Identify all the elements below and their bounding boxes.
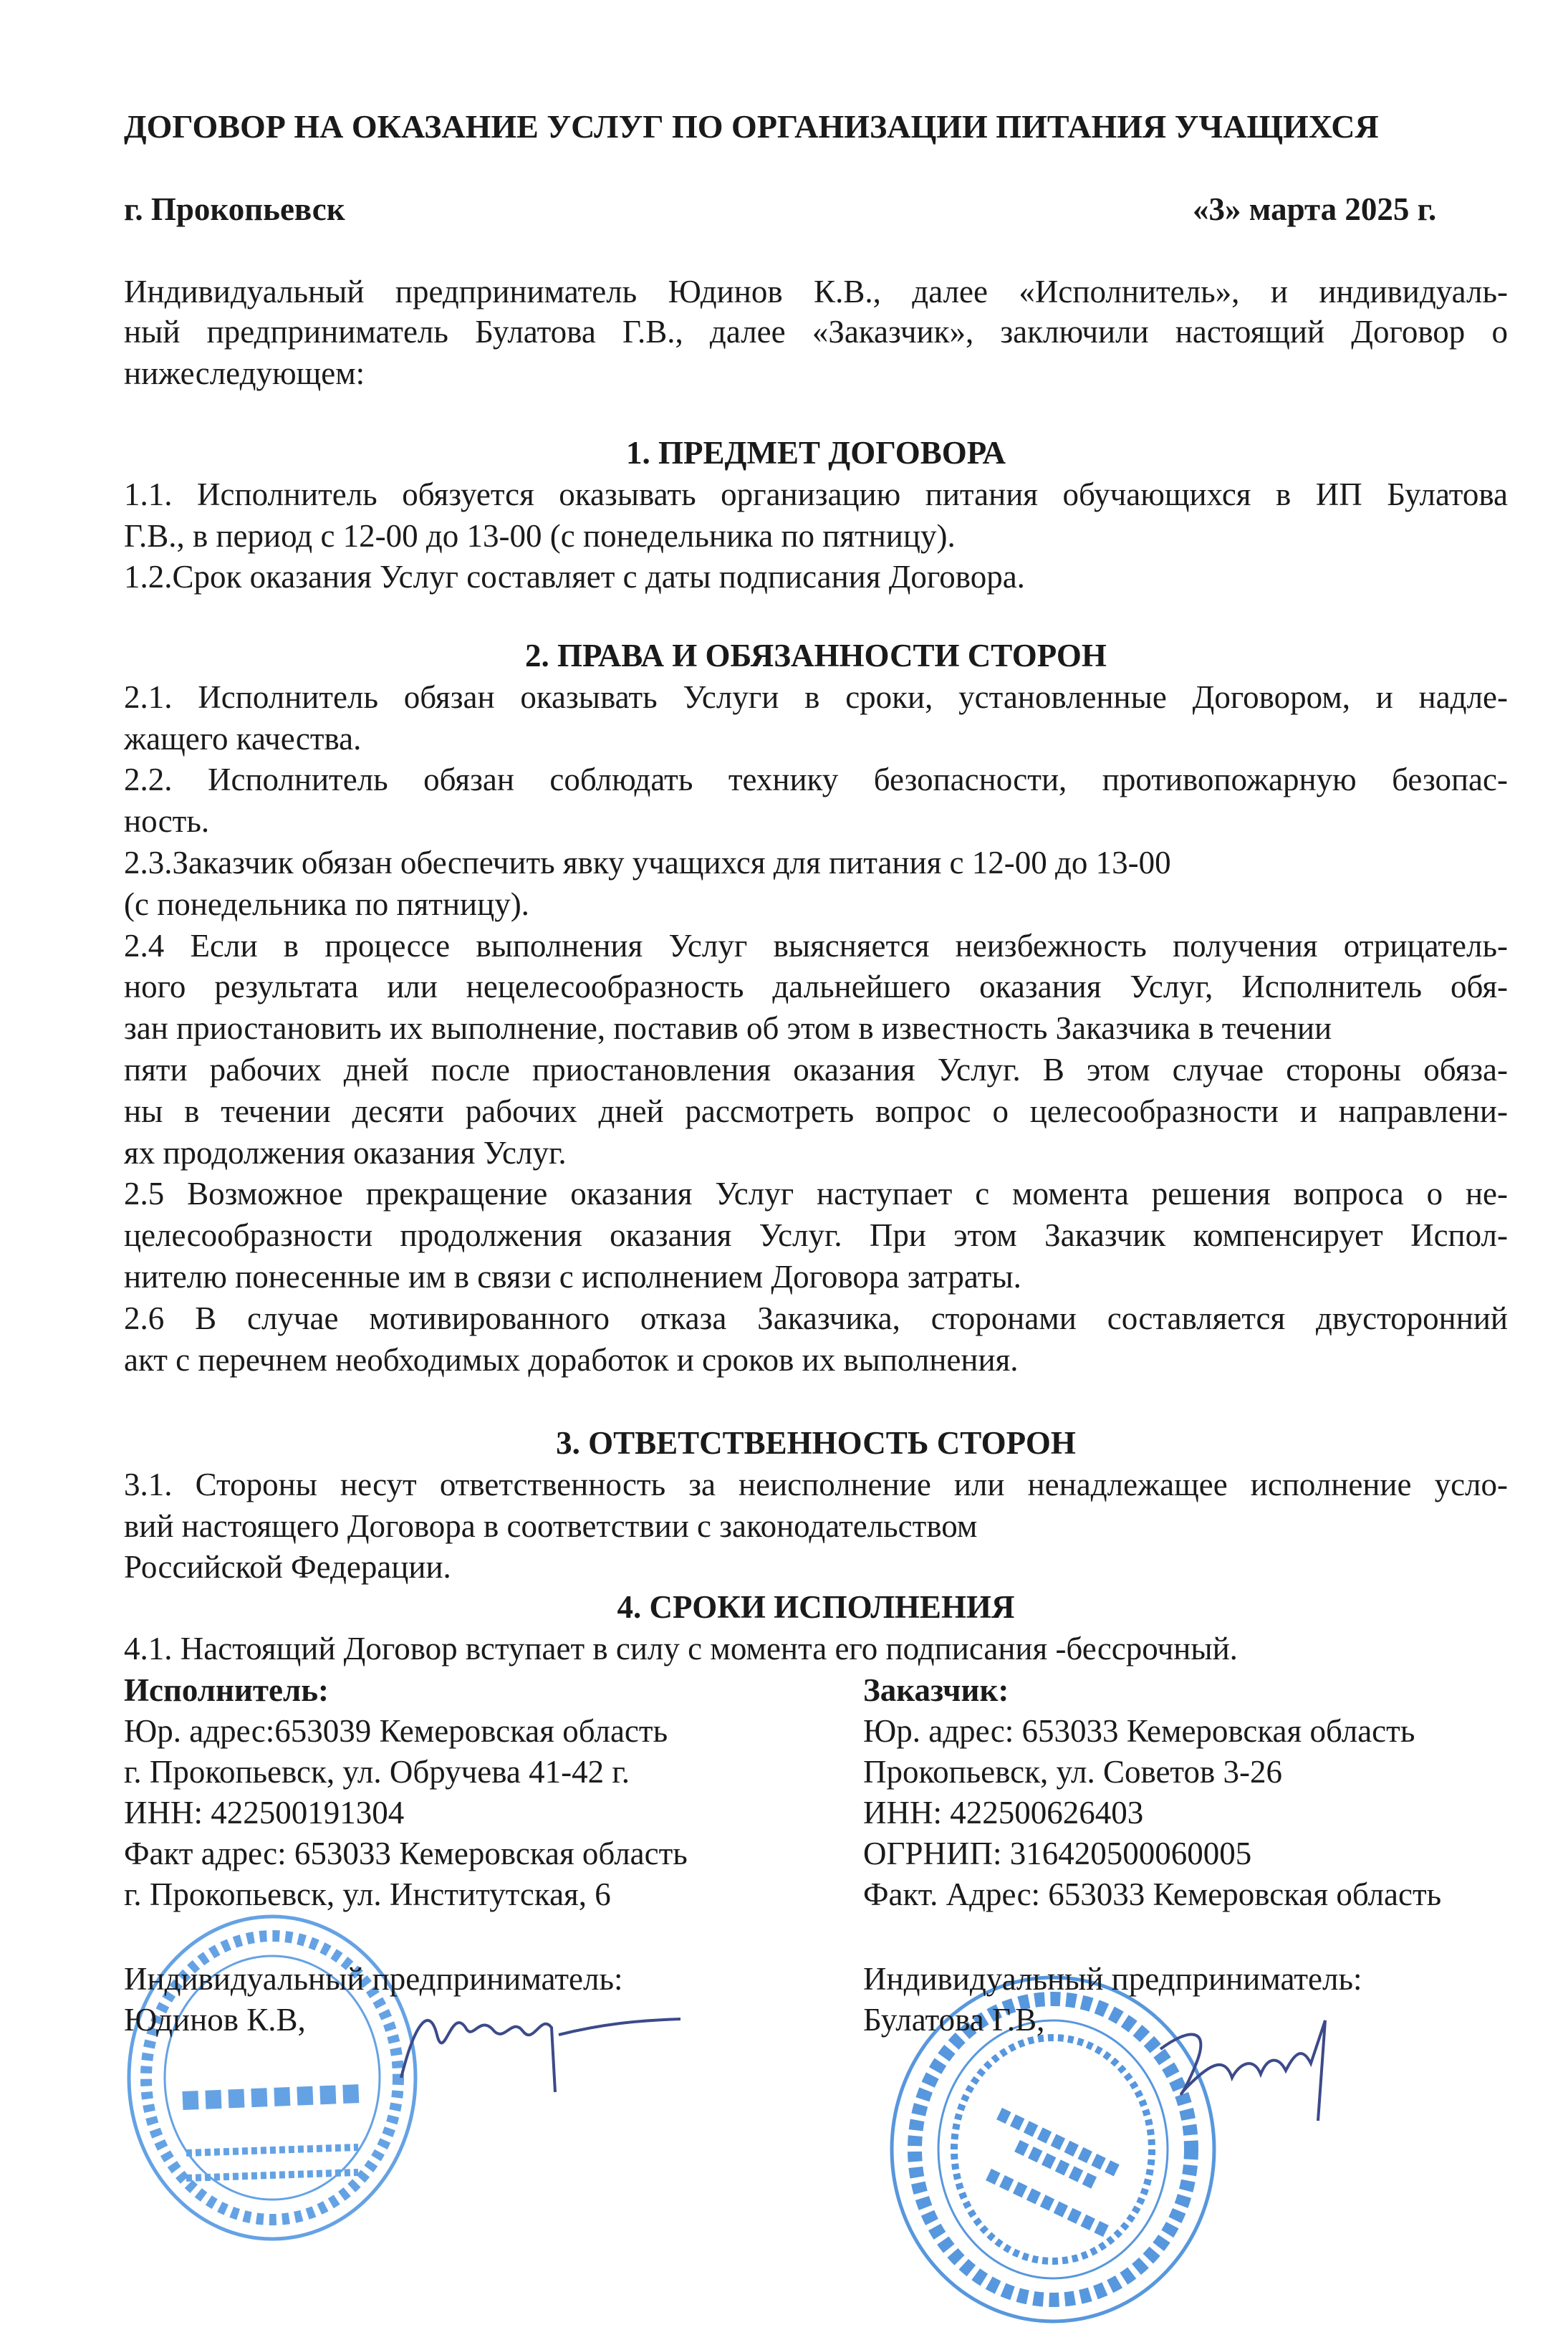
customer-line: ИНН: 422500626403 (863, 1795, 1144, 1831)
customer-line: ОГРНИП: 316420500060005 (863, 1836, 1252, 1871)
clause-line: нителю понесенные им в связи с исполнением Договора затраты. (124, 1259, 1021, 1295)
city: г. Прокопьевск (124, 191, 345, 227)
executor-line: г. Прокопьевск, ул. Институтская, 6 (124, 1876, 611, 1912)
section-heading: 1. ПРЕДМЕТ ДОГОВОРА (626, 435, 1006, 471)
executor-line: ИНН: 422500191304 (124, 1795, 405, 1831)
clause-line: жащего качества. (124, 721, 362, 757)
section-heading: 3. ОТВЕТСТВЕННОСТЬ СТОРОН (556, 1425, 1076, 1461)
executor-line: Факт адрес: 653033 Кемеровская область (124, 1836, 688, 1871)
executor-signature (387, 1992, 688, 2099)
customer-signature (1146, 2006, 1361, 2128)
intro-line: Индивидуальный предприниматель Юдинов К.В., далее «Исполнитель», и индивидуаль- (124, 274, 1508, 310)
executor-sign-title: Индивидуальный предприниматель: (124, 1961, 623, 1997)
customer-line: Прокопьевск, ул. Советов 3-26 (863, 1754, 1282, 1790)
clause-line: целесообразности продолжения оказания Услуг. При этом Заказчик компенсирует Испол- (124, 1217, 1508, 1253)
clause-line: Российской Федерации. (124, 1549, 451, 1585)
customer-label: Заказчик: (863, 1672, 1009, 1708)
intro-line: нижеследующем: (124, 355, 365, 391)
clause-line: 1.2.Срок оказания Услуг составляет с даты подписания Договора. (124, 559, 1025, 595)
clause-line: ность. (124, 803, 210, 839)
clause-line: 2.3.Заказчик обязан обеспечить явку учащихся для питания с 12-00 до 13-00 (124, 845, 1171, 881)
clause-line: 2.1. Исполнитель обязан оказывать Услуги в сроки, установленные Договором, и надле- (124, 679, 1508, 715)
intro-line: ный предприниматель Булатова Г.В., далее «Заказчик», заключили настоящий Договор о (124, 314, 1508, 350)
clause-line: 3.1. Стороны несут ответственность за неисполнение или ненадлежащее исполнение усло- (124, 1467, 1508, 1502)
executor-sign-name: Юдинов К.В, (124, 2002, 306, 2038)
clause-line: 2.5 Возможное прекращение оказания Услуг наступает с момента решения вопроса о не- (124, 1176, 1508, 1212)
clause-line: ны в течении десяти рабочих дней рассмотреть вопрос о целесообразности и направлени- (124, 1093, 1508, 1129)
executor-line: Юр. адрес:653039 Кемеровская область (124, 1713, 668, 1749)
section-heading: 4. СРОКИ ИСПОЛНЕНИЯ (617, 1589, 1015, 1625)
clause-line: ях продолжения оказания Услуг. (124, 1135, 567, 1171)
customer-sign-title: Индивидуальный предприниматель: (863, 1961, 1362, 1997)
clause-line: Г.В., в период с 12-00 до 13-00 (с понедельника по пятницу). (124, 518, 956, 554)
clause-line: пяти рабочих дней после приостановления оказания Услуг. В этом случае стороны обяза- (124, 1052, 1508, 1088)
clause-line: (с понедельника по пятницу). (124, 886, 529, 922)
clause-line: зан приостановить их выполнение, поставив об этом в известность Заказчика в течении (124, 1010, 1332, 1046)
contract-date: «3» марта 2025 г. (1193, 191, 1437, 227)
customer-line: Факт. Адрес: 653033 Кемеровская область (863, 1876, 1442, 1912)
clause-line: ного результата или нецелесообразность дальнейшего оказания Услуг, Исполнитель обя- (124, 969, 1508, 1004)
executor-details (124, 1670, 688, 1915)
executor-line: г. Прокопьевск, ул. Обручева 41-42 г. (124, 1754, 630, 1790)
section-heading: 2. ПРАВА И ОБЯЗАННОСТИ СТОРОН (525, 638, 1107, 673)
clause-line: 2.4 Если в процессе выполнения Услуг выясняется неизбежность получения отрицатель- (124, 928, 1508, 964)
clause-line: 1.1. Исполнитель обязуется оказывать организацию питания обучающихся в ИП Булатова (124, 476, 1508, 512)
customer-details (863, 1670, 1441, 1915)
clause-line: 4.1. Настоящий Договор вступает в силу с момента его подписания -бессрочный. (124, 1631, 1238, 1667)
document-title: ДОГОВОР НА ОКАЗАНИЕ УСЛУГ ПО ОРГАНИЗАЦИИ ПИТАНИЯ УЧАЩИХСЯ (124, 108, 1379, 145)
clause-line: 2.2. Исполнитель обязан соблюдать технику безопасности, противопожарную безопас- (124, 762, 1508, 797)
clause-line: акт с перечнем необходимых доработок и сроков их выполнения. (124, 1342, 1019, 1378)
clause-line: вий настоящего Договора в соответствии с законодательством (124, 1508, 978, 1544)
customer-sign-name: Булатова Г.В, (863, 2002, 1045, 2038)
executor-label: Исполнитель: (124, 1672, 330, 1708)
clause-line: 2.6 В случае мотивированного отказа Заказчика, сторонами составляется двусторонний (124, 1300, 1508, 1336)
customer-line: Юр. адрес: 653033 Кемеровская область (863, 1713, 1415, 1749)
